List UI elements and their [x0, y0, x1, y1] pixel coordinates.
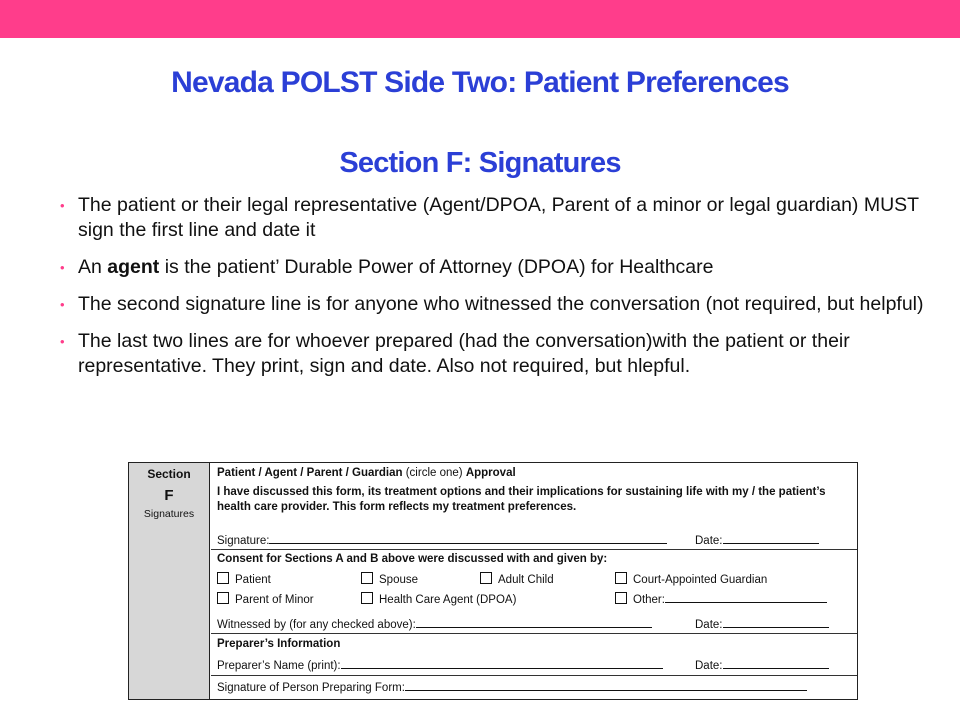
witness-date-line[interactable] — [723, 617, 829, 628]
checkbox-icon[interactable] — [361, 572, 373, 584]
checkbox-icon[interactable] — [615, 592, 627, 604]
checkbox-patient[interactable]: Patient — [217, 572, 271, 586]
checkbox-icon[interactable] — [217, 572, 229, 584]
date-row: Date: — [695, 533, 819, 547]
bullet-item: • An agent is the patient’ Durable Power of Attorney (DPOA) for Healthcare — [60, 256, 714, 278]
checkbox-adult-child[interactable]: Adult Child — [480, 572, 554, 586]
consent-heading: Consent for Sections A and B above were discussed with and given by: — [217, 553, 608, 565]
preparer-signature-row: Signature of Person Preparing Form: — [217, 680, 807, 694]
witness-row: Witnessed by (for any checked above): — [217, 617, 652, 631]
bullet-list — [60, 193, 940, 391]
preparer-date-line[interactable] — [723, 658, 829, 669]
signature-row: Signature: — [217, 533, 667, 547]
page-title: Nevada POLST Side Two: Patient Preferences — [171, 66, 789, 99]
bold-term: agent — [107, 256, 160, 278]
section-label: Section — [147, 467, 191, 481]
approval-heading: Patient / Agent / Parent / Guardian (circle one) Approval — [217, 467, 516, 479]
other-line[interactable] — [665, 592, 827, 603]
bullet-dot-icon: • — [60, 297, 65, 312]
preparer-heading: Preparer’s Information — [217, 638, 341, 650]
accent-bar — [0, 0, 960, 38]
bullet-item: • The patient or their legal representative (Agent/DPOA, Parent of a minor or legal guardian) MUST sign the first line and date it — [60, 194, 919, 241]
preparer-date-row: Date: — [695, 658, 829, 672]
bullet-item: • The last two lines are for whoever prepared (had the conversation)with the patient or their representative. They print, sign and date. Also not required, but hlepful. — [60, 330, 850, 377]
approval-statement: I have discussed this form, its treatment options and their implications for sustaining life with my / the patient’s health care provider. This form reflects my treatment preferences. — [217, 486, 826, 513]
bullet-dot-icon: • — [60, 260, 65, 275]
checkbox-icon[interactable] — [217, 592, 229, 604]
section-title: Section F: Signatures — [339, 147, 621, 179]
witness-line[interactable] — [416, 617, 652, 628]
signature-line[interactable] — [269, 533, 667, 544]
divider — [211, 675, 857, 676]
witness-date-row: Date: — [695, 617, 829, 631]
checkbox-icon[interactable] — [480, 572, 492, 584]
section-sidebar — [129, 463, 210, 699]
section-name: Signatures — [143, 508, 195, 520]
date-line[interactable] — [723, 533, 819, 544]
checkbox-icon[interactable] — [615, 572, 627, 584]
divider — [211, 549, 857, 550]
preparer-name-line[interactable] — [341, 658, 663, 669]
bullet-dot-icon: • — [60, 334, 65, 349]
checkbox-spouse[interactable]: Spouse — [361, 572, 418, 586]
checkbox-other[interactable]: Other: — [615, 592, 827, 606]
checkbox-court-guardian[interactable]: Court-Appointed Guardian — [615, 572, 767, 586]
bullet-dot-icon: • — [60, 198, 65, 213]
preparer-name-row: Preparer’s Name (print): — [217, 658, 663, 672]
checkbox-health-care-agent[interactable]: Health Care Agent (DPOA) — [361, 592, 516, 606]
polst-form-excerpt — [128, 462, 858, 700]
checkbox-parent-of-minor[interactable]: Parent of Minor — [217, 592, 314, 606]
section-letter: F — [164, 487, 174, 504]
checkbox-icon[interactable] — [361, 592, 373, 604]
preparer-signature-line[interactable] — [405, 680, 807, 691]
bullet-item: • The second signature line is for anyone who witnessed the conversation (not required, but helpful) — [60, 293, 924, 315]
divider — [211, 633, 857, 634]
